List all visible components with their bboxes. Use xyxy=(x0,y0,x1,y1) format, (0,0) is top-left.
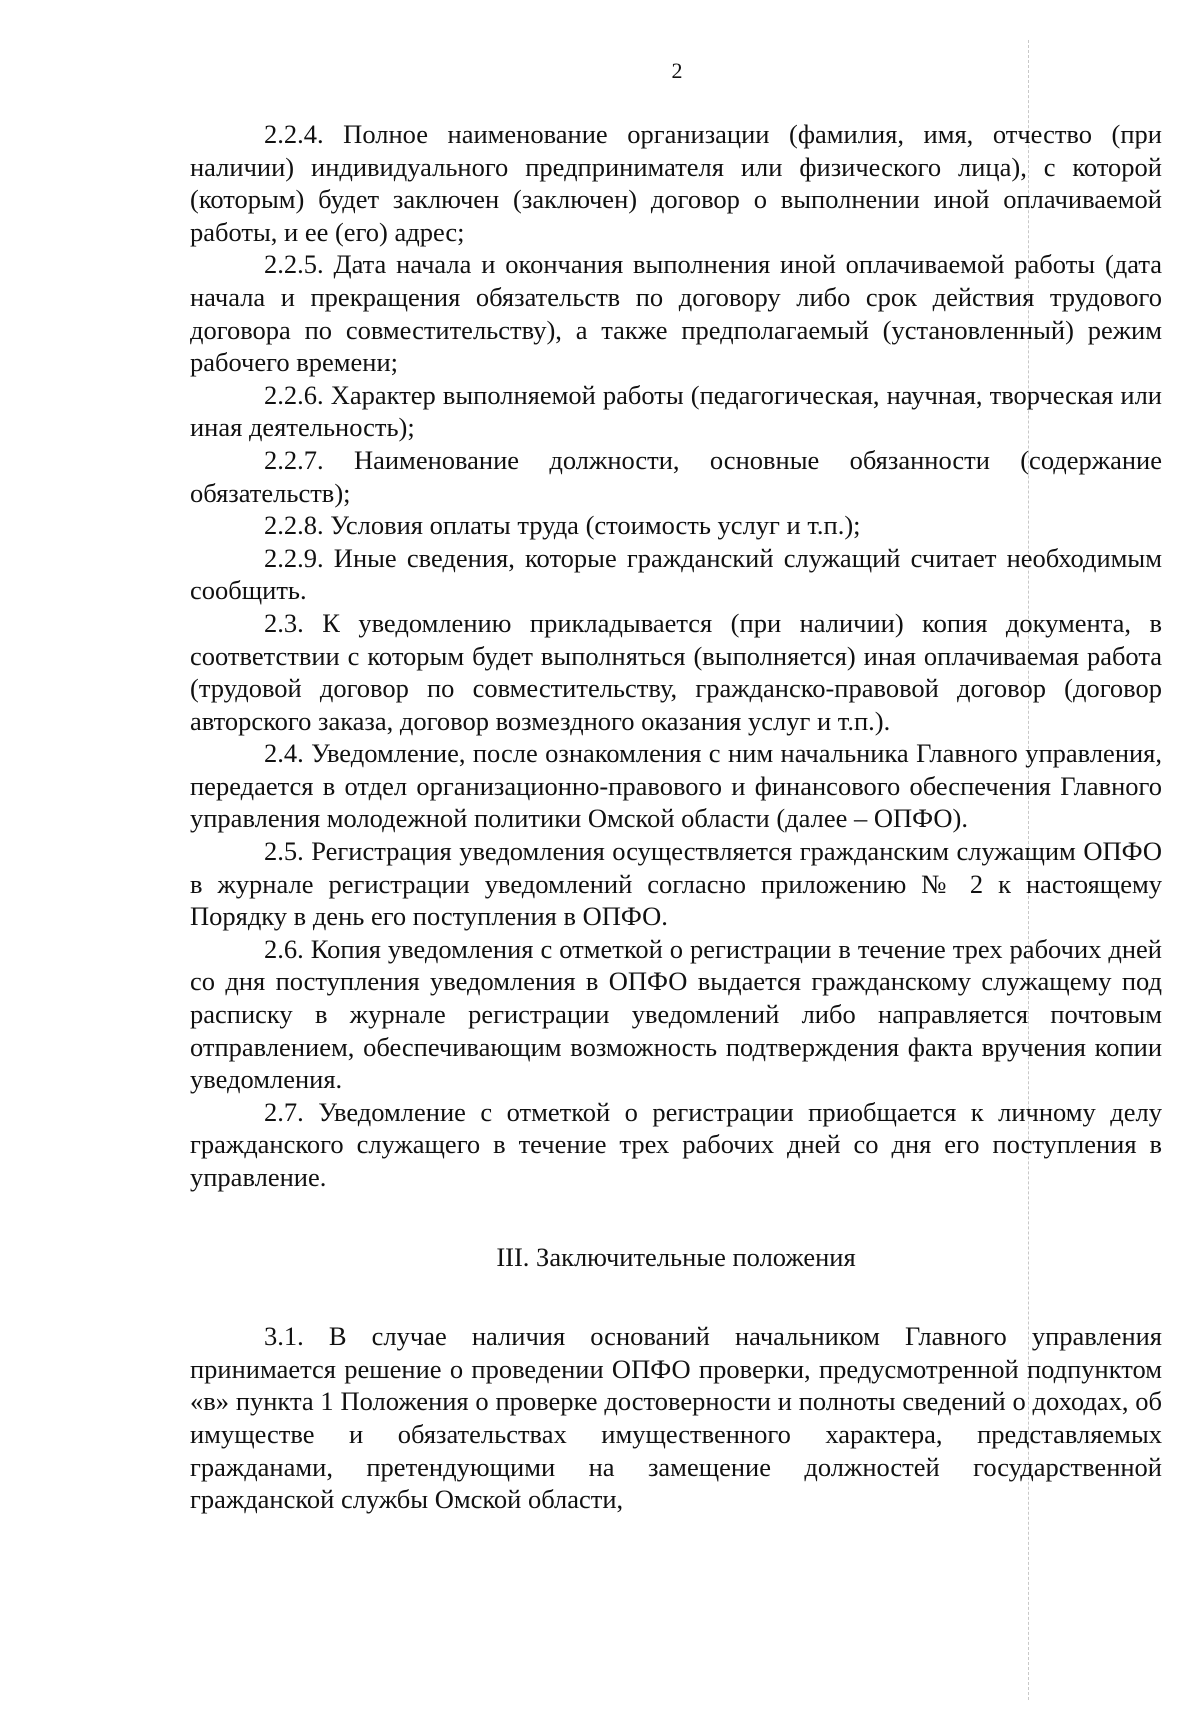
paragraph-2-5: 2.5. Регистрация уведомления осуществляется гражданским служащим ОПФО в журнале регистрации уведомлений согласно приложению № 2 к настоящему Порядку в день его поступления в ОПФО. xyxy=(190,836,1162,932)
document-body xyxy=(190,118,1162,1516)
paragraph-2-2-9: 2.2.9. Иные сведения, которые гражданский служащий считает необходимым сообщить. xyxy=(190,542,1162,606)
paragraph-2-2-4: 2.2.4. Полное наименование организации (фамилия, имя, отчество (при наличии) индивидуального предпринимателя или физического лица), с которой (которым) будет заключен (заключен) договор о выполнении иной оплачиваемой работы, и ее (его) адрес; xyxy=(190,119,1162,247)
paragraph-3-1: 3.1. В случае наличия оснований начальником Главного управления принимается решение о проведении ОПФО проверки, предусмотренной подпунктом «в» пункта 1 Положения о проверке достоверности и полноты сведений о доходах, об имуществе и обязательствах имущественного характера, представляемых гражданами, претендующими на замещение должностей государственной гражданской службы Омской области, xyxy=(190,1321,1162,1515)
paragraph-2-2-5: 2.2.5. Дата начала и окончания выполнения иной оплачиваемой работы (дата начала и прекращения обязательств по договору либо срок действия трудового договора по совместительству), а также предполагаемый (установленный) режим рабочего времени; xyxy=(190,249,1162,378)
section-heading: III. Заключительные положения xyxy=(496,1241,856,1272)
paragraph-2-7: 2.7. Уведомление с отметкой о регистрации приобщается к личному делу гражданского служащего в течение трех рабочих дней со дня его поступления в управление. xyxy=(190,1096,1162,1192)
paragraph-2-3: 2.3. К уведомлению прикладывается (при наличии) копия документа, в соответствии с которым будет выполняться (выполняется) иная оплачиваемая работа (трудовой договор по совместительству, гражданско-правовой договор (договор авторского заказа, договор возмездного оказания услуг и т.п.). xyxy=(190,607,1162,736)
paragraph-2-2-6: 2.2.6. Характер выполняемой работы (педагогическая, научная, творческая или иная деятельность); xyxy=(190,379,1162,443)
paragraph-2-6: 2.6. Копия уведомления с отметкой о регистрации в течение трех рабочих дней со дня поступления уведомления в ОПФО выдается гражданскому служащему под расписку в журнале регистрации уведомлений либо направляется почтовым отправлением, обеспечивающим возможность подтверждения факта вручения копии уведомления. xyxy=(190,933,1162,1095)
paragraph-2-2-7: 2.2.7. Наименование должности, основные обязанности (содержание обязательств); xyxy=(190,444,1162,508)
paragraph-2-2-8: 2.2.8. Условия оплаты труда (стоимость услуг и т.п.); xyxy=(264,510,861,541)
paragraph-2-4: 2.4. Уведомление, после ознакомления с ним начальника Главного управления, передается в отдел организационно-правового и финансового обеспечения Главного управления молодежной политики Омской области (далее – ОПФО). xyxy=(190,738,1162,834)
page-number: 2 xyxy=(671,58,683,83)
